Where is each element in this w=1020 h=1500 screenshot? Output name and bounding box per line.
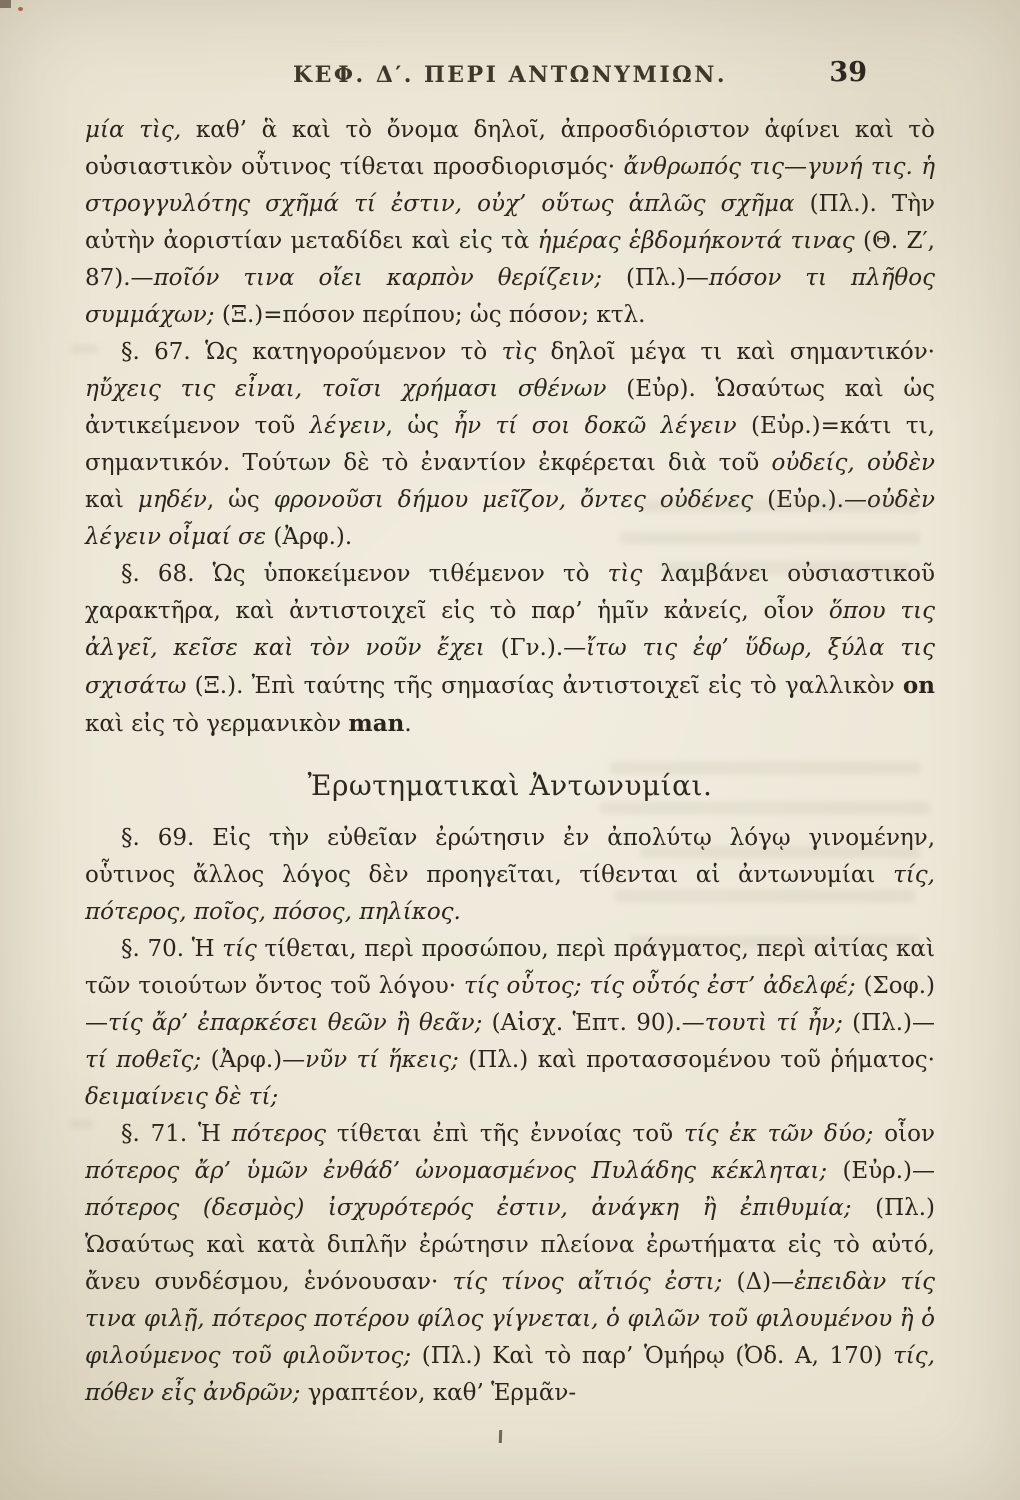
showthrough-line — [610, 762, 920, 774]
text-run: ἄνθρωπός τις—γυνή τις. ἡ στρογγυλότης σχῆμά τί ἐστιν, οὐχ’ οὕτως ἁπλῶς σχῆμα — [85, 154, 935, 217]
showthrough-line — [660, 562, 910, 574]
text-run: καὶ εἰς τὸ γερμανικὸν — [85, 711, 349, 737]
paragraph-section-71 — [85, 1116, 935, 1412]
text-run: §. 69. Εἰς τὴν εὐθεῖαν ἐρώτησιν ἐν ἀπολύτῳ λόγῳ γινομένην, οὗτινος ἄλλος λόγος δὲν προηγεῖται, τίθενται αἱ ἀντωνυμίαι — [85, 825, 935, 888]
text-run: §. 70. Ἡ — [121, 936, 223, 962]
text-run: τὶς — [501, 339, 537, 365]
text-run: (Γν.).— — [500, 635, 587, 661]
text-run: τίς — [222, 936, 257, 962]
text-run: , ὡς — [385, 413, 454, 439]
text-run: νῦν τί ἥκεις; — [305, 1047, 469, 1073]
text-run: , ὡς — [206, 487, 274, 513]
text-run: (Πλ.) καὶ προτασσομένου τοῦ ῥήματος· — [468, 1047, 935, 1073]
paragraph-section-68 — [85, 556, 935, 743]
text-run: δειμαίνεις δὲ τί; — [85, 1084, 279, 1110]
text-run: οἷον — [884, 1121, 935, 1147]
paragraph-continuation — [85, 112, 935, 334]
text-run: τίς οὗτος; τίς οὗτός ἐστ’ ἀδελφέ; — [463, 973, 864, 999]
text-run: τίθεται ἐπὶ τῆς ἐννοίας τοῦ — [326, 1121, 684, 1147]
chapter-title: ΚΕΦ. Δ′. ΠΕΡΙ ΑΝΤΩΝΥΜΙΩΝ. — [292, 62, 728, 88]
text-run: man — [348, 710, 405, 737]
text-run: (Πλ.). Τὴν αὐτὴν ἀοριστίαν μεταδίδει καὶ εἰς τὰ — [85, 191, 935, 254]
text-run: λέγειν — [309, 413, 386, 439]
text-run: φρονοῦσι δήμου μεῖζον, ὄντες οὐδένες — [273, 487, 768, 513]
text-run: ἦν τί σοι δοκῶ λέγειν — [453, 413, 752, 439]
showthrough-line — [615, 890, 915, 902]
text-run: καθ’ ἃ καὶ τὸ ὄνομα δηλοῖ, ἀπροσδιόριστον ἀφίνει καὶ τὸ οὐσιαστικὸν οὗτινος τίθεται προσδιορισμός· — [85, 117, 936, 180]
text-run: (Ξ.). Ἐπὶ ταύτης τῆς σημασίας ἀντιστοιχεῖ εἰς τὸ γαλλικὸν — [194, 673, 903, 699]
text-run: §. 67. Ὡς κατηγορούμενον τὸ — [121, 339, 502, 365]
text-run: (Ξ.)=πόσον περίπου; ὡς πόσον; κτλ. — [221, 302, 646, 328]
paragraph-section-69 — [85, 820, 935, 931]
text-run: τουτὶ τί ἦν; — [704, 1010, 853, 1036]
showthrough-line — [70, 345, 98, 353]
text-run: (Θ. Ζ′, 87).— — [85, 228, 935, 291]
text-run: (Εὐρ.).— — [767, 487, 867, 513]
text-run: ηὔχεις τις εἶναι, τοῖσι χρήμασι σθένων — [85, 376, 627, 402]
text-run: ποῖόν τινα οἴει καρπὸν θερίζειν; — [153, 265, 626, 291]
text-run: τὶς — [607, 561, 643, 587]
text-run: τίς τίνος αἴτιός ἐστι; — [452, 1269, 737, 1295]
text-run: οὐδὲν λέγειν οἶμαί σε — [85, 487, 935, 550]
text-run: (Εὐρ). Ὡσαύτως καὶ ὡς ἀντικείμενον τοῦ — [85, 376, 935, 439]
page-number: 39 — [829, 57, 867, 88]
text-run: ὅπου τις ἀλγεῖ, κεῖσε καὶ τὸν νοῦν ἔχει — [85, 598, 935, 661]
text-run: (Πλ.)— — [625, 265, 709, 291]
text-run: μηδέν — [137, 487, 207, 513]
text-run: on — [902, 672, 935, 699]
text-run: (Πλ.)— — [852, 1010, 935, 1036]
text-run: (Εὐρ.)=κάτι τι, σημαντικόν. Τούτων δὲ τὸ ἐναντίον ἐκφέρεται διὰ τοῦ — [85, 413, 935, 476]
text-run: πόσον τι πλῆθος συμμάχων; — [85, 265, 936, 328]
section-heading: Ἐρωτηματικαὶ Ἀντωνυμίαι. — [307, 769, 713, 802]
scan-artifact-speck — [18, 7, 23, 11]
text-run: ἴτω τις ἐφ’ ὕδωρ, ξύλα τις σχισάτω — [85, 635, 936, 699]
showthrough-line — [620, 532, 920, 544]
text-run: γραπτέον, καθ’ Ἑρμᾶν- — [307, 1380, 577, 1406]
text-run: §. 71. Ἡ — [121, 1121, 232, 1147]
text-run: καὶ — [85, 487, 138, 513]
text-run: τίθεται, περὶ προσώπου, περὶ πράγματος, περὶ αἰτίας καὶ τῶν τοιούτων ὄντος τοῦ λόγου· — [85, 936, 935, 999]
text-run: πότερος (δεσμὸς) ἰσχυρότερός ἐστιν, ἀνάγκη ἢ ἐπιθυμία; — [85, 1195, 876, 1221]
text-run: τί ποθεῖς; — [85, 1047, 211, 1073]
text-run: (Πλ.) Καὶ τὸ παρ’ Ὁμήρῳ (Ὀδ. Α, 170) — [421, 1343, 894, 1369]
showthrough-line — [640, 846, 920, 858]
text-run: τίς, πότερος, ποῖος, πόσος, πηλίκος. — [85, 862, 935, 925]
text-run: . — [404, 711, 412, 737]
text-run: ἐπειδὰν τίς τινα φιλῇ, πότερος ποτέρου φίλος γίγνεται, ὁ φιλῶν τοῦ φιλουμένου ἢ ὁ φιλούμενος τοῦ φιλοῦντος; — [85, 1269, 935, 1369]
text-run: τίς, πόθεν εἶς ἀνδρῶν; — [85, 1343, 935, 1406]
text-run: (Ἀρφ.). — [273, 524, 353, 550]
paragraph-section-70 — [85, 931, 935, 1116]
text-run: τίς ἐκ τῶν δύο; — [683, 1121, 885, 1147]
showthrough-line — [70, 1120, 94, 1128]
paragraph-section-67 — [85, 334, 935, 556]
text-run: μία τὶς, — [85, 117, 182, 143]
text-run: (Αἰσχ. Ἑπτ. 90).— — [491, 1010, 705, 1036]
text-run: (Ἀρφ.)— — [210, 1047, 306, 1073]
text-run: λαμβάνει οὐσιαστικοῦ χαρακτῆρα, καὶ ἀντιστοιχεῖ εἰς τὸ παρ’ ἡμῖν κἀνείς, οἷον — [85, 561, 935, 624]
text-run: (Σοφ.)— — [85, 973, 935, 1036]
text-run: §. 68. Ὡς ὑποκείμενον τιθέμενον τὸ — [121, 561, 608, 587]
text-run: τίς ἄρ’ ἐπαρκέσει θεῶν ἢ θεᾶν; — [108, 1010, 492, 1036]
text-run: ἡμέρας ἑβδομήκοντά τινας — [537, 228, 863, 254]
scan-artifact-corner — [0, 0, 11, 8]
text-run: πότερος ἄρ’ ὑμῶν ἐνθάδ’ ὠνομασμένος Πυλάδης κέκληται; — [85, 1158, 843, 1184]
text-run: οὐδείς, οὐδὲν — [771, 450, 935, 476]
text-run: πότερος — [231, 1121, 327, 1147]
showthrough-line — [600, 802, 930, 814]
text-run: (Δ)— — [736, 1269, 795, 1295]
scan-artifact-ink-mark — [499, 1430, 502, 1443]
text-run: (Πλ.) Ὡσαύτως καὶ κατὰ διπλῆν ἐρώτησιν πλείονα ἐρωτήματα εἰς τὸ αὐτό, ἄνευ συνδέσμου, ἑνόνουσαν· — [85, 1195, 935, 1295]
text-run: (Εὐρ.)— — [842, 1158, 935, 1184]
showthrough-line — [640, 500, 920, 512]
text-run: δηλοῖ μέγα τι καὶ σημαντικόν· — [536, 339, 935, 365]
running-header — [85, 57, 935, 96]
showthrough-line — [630, 936, 920, 948]
